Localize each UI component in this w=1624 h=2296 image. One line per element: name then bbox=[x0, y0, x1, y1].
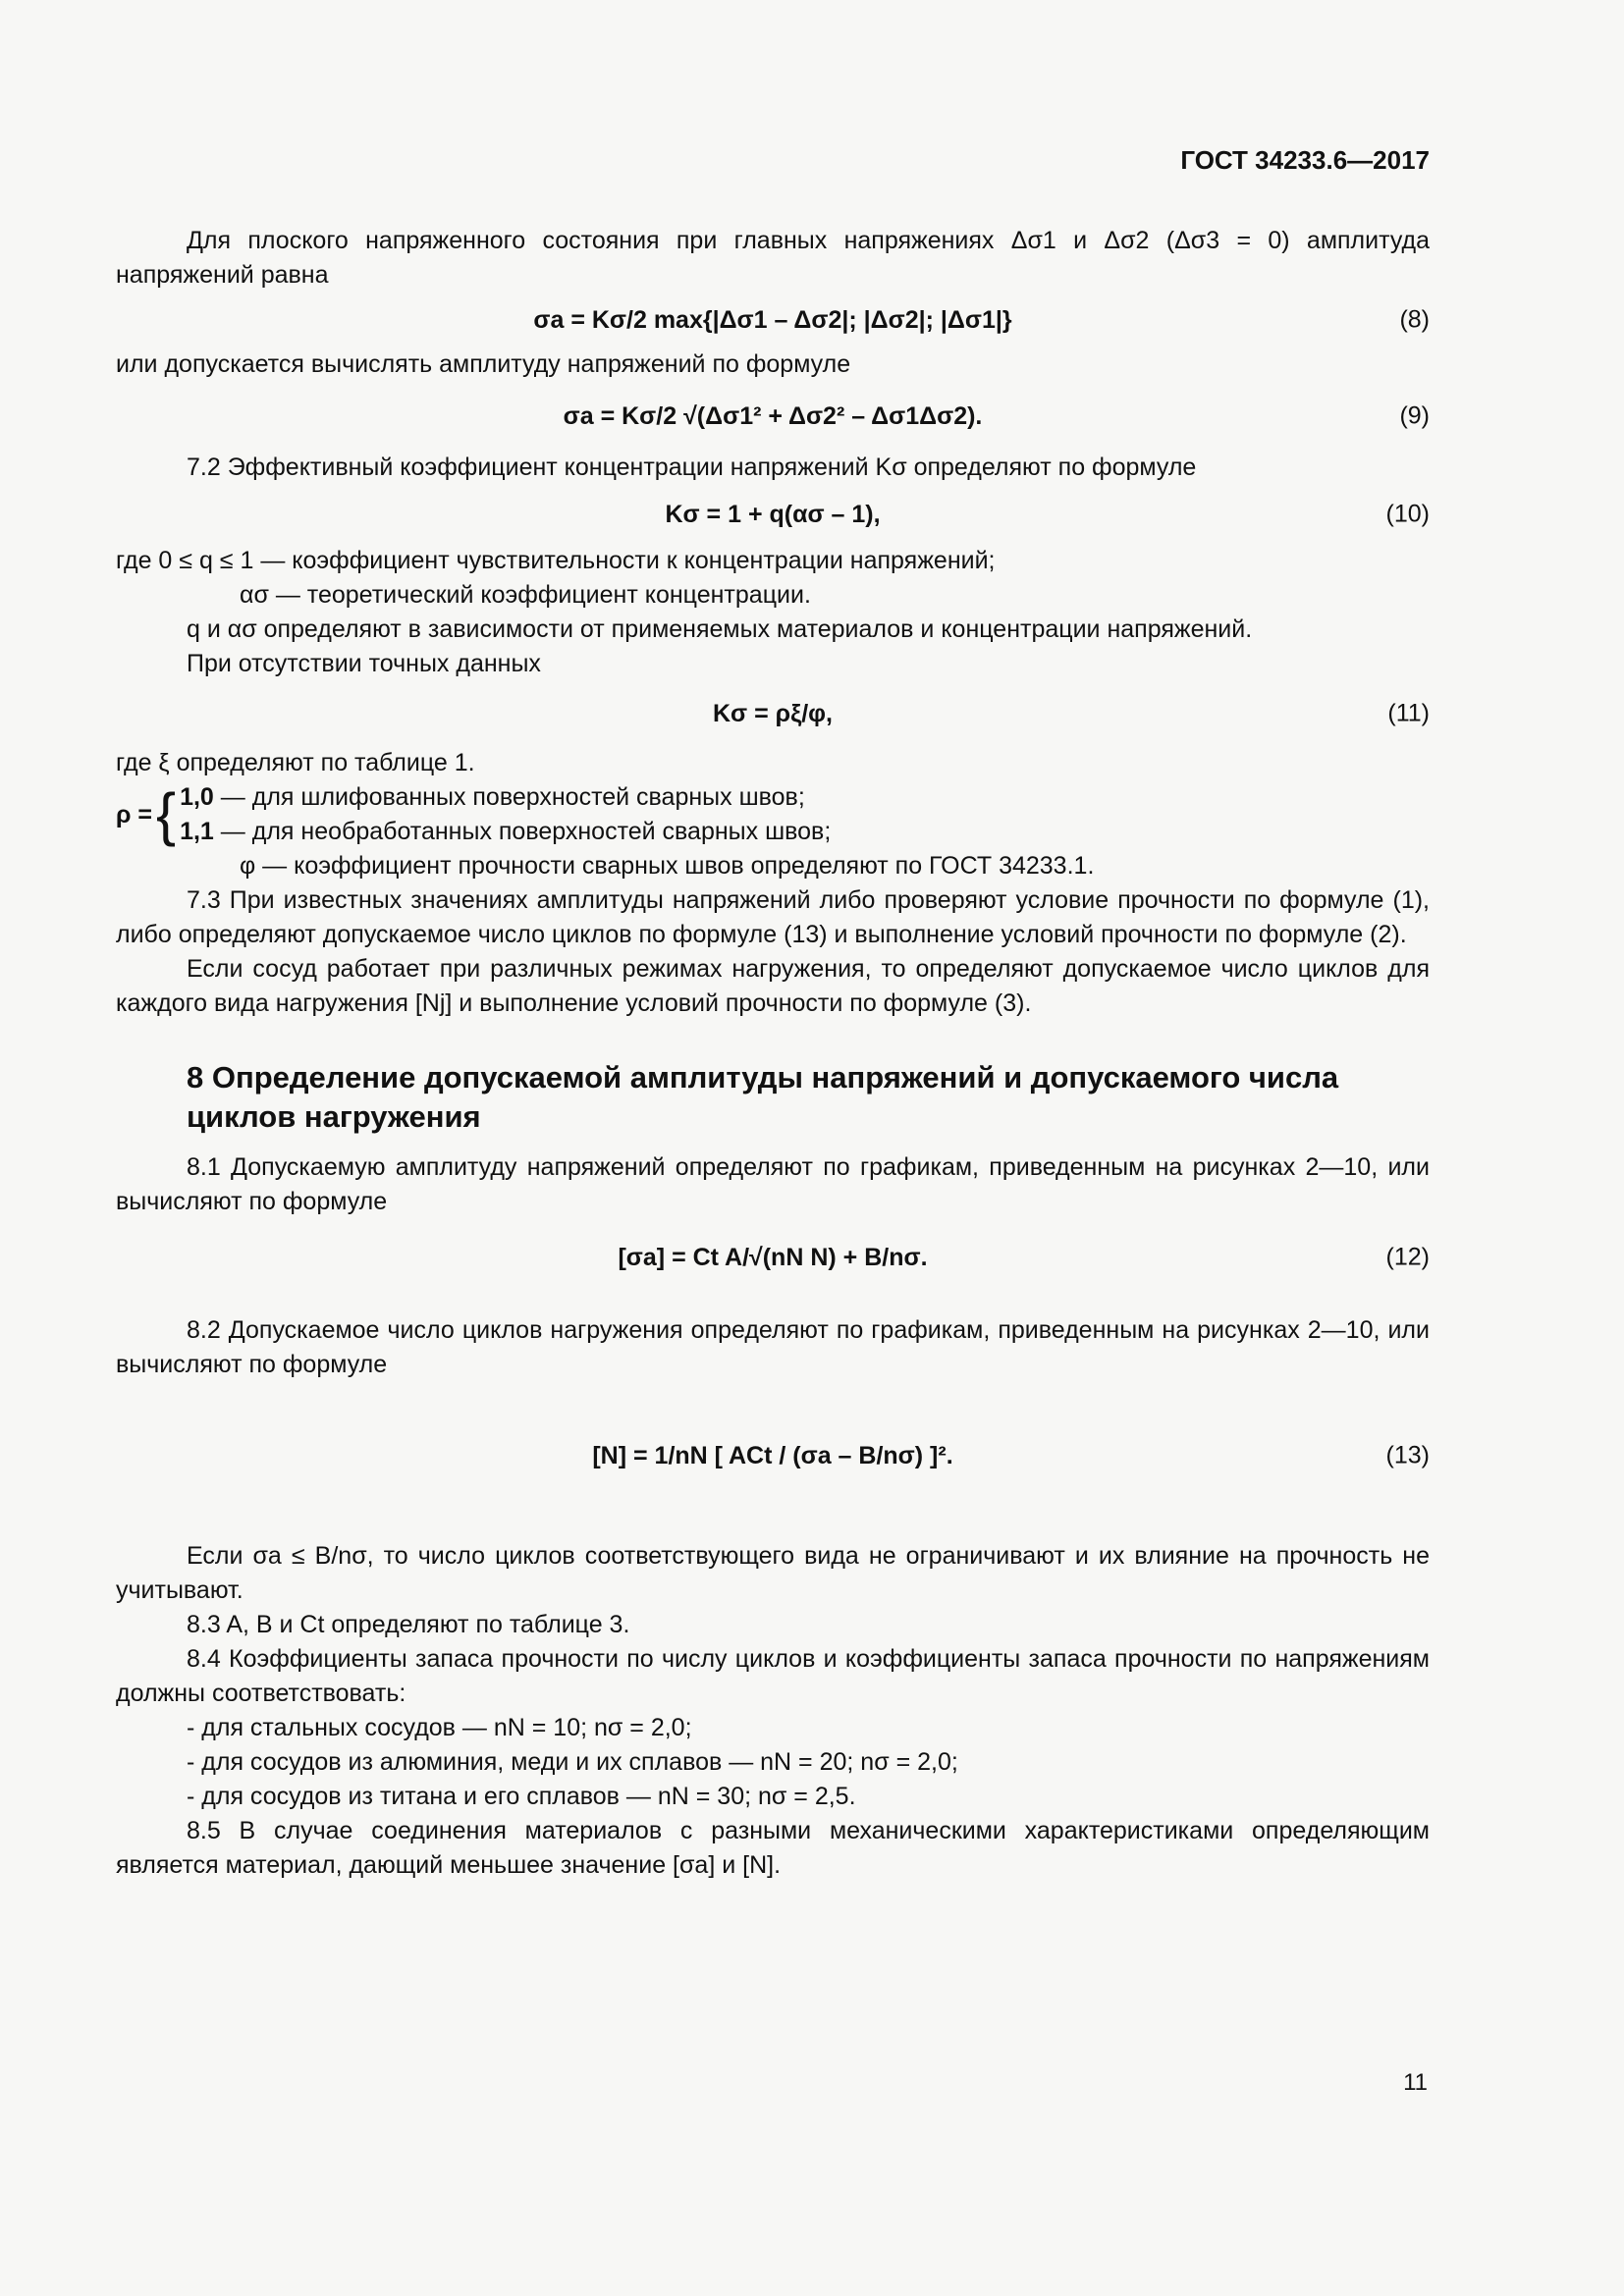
paragraph: 8.2 Допускаемое число циклов нагружения определяют по графикам, приведенным на рисунках 2—10, или вычисляют по формуле bbox=[116, 1316, 1430, 1378]
paragraph: q и ασ определяют в зависимости от применяемых материалов и концентрации напряжений. bbox=[187, 615, 1253, 643]
paragraph: 8.3 A, B и Ct определяют по таблице 3. bbox=[187, 1611, 630, 1638]
paragraph: Если сосуд работает при различных режимах нагружения, то определяют допускаемое число циклов для каждого вида нагружения [Nj] и выполнение условий прочности по формуле (3). bbox=[116, 955, 1430, 1017]
formula-8-expression: σa = Kσ/2 max{|Δσ1 – Δσ2|; |Δσ2|; |Δσ1|} bbox=[533, 305, 1012, 334]
formula-8 bbox=[116, 293, 1430, 347]
formula-9-number: (9) bbox=[1399, 401, 1430, 430]
rho-definition bbox=[116, 780, 1430, 849]
page-number: 11 bbox=[1403, 2069, 1428, 2096]
formula-10-expression: Kσ = 1 + q(ασ – 1), bbox=[665, 500, 881, 528]
rho-symbol: ρ = bbox=[116, 800, 153, 828]
formula-13 bbox=[116, 1382, 1430, 1529]
formula-10 bbox=[116, 485, 1430, 544]
rho-value: 1,1 bbox=[180, 818, 214, 845]
paragraph: φ — коэффициент прочности сварных швов определяют по ГОСТ 34233.1. bbox=[240, 852, 1095, 880]
paragraph: 7.2 Эффективный коэффициент концентрации напряжений Kσ определяют по формуле bbox=[187, 454, 1197, 481]
formula-11-number: (11) bbox=[1387, 699, 1430, 727]
rho-case bbox=[180, 780, 831, 815]
formula-12 bbox=[116, 1219, 1430, 1296]
formula-11 bbox=[116, 681, 1430, 746]
paragraph: ασ — теоретический коэффициент концентрации. bbox=[240, 581, 811, 609]
rho-case bbox=[180, 815, 831, 849]
formula-12-expression: [σa] = Ct A/√(nN N) + B/nσ. bbox=[618, 1243, 928, 1271]
formula-11-expression: Kσ = ρξ/φ, bbox=[712, 699, 834, 727]
paragraph: или допускается вычислять амплитуду напряжений по формуле bbox=[116, 350, 851, 378]
left-brace: { bbox=[156, 781, 177, 847]
document-body bbox=[116, 224, 1430, 1883]
formula-9-expression: σa = Kσ/2 √(Δσ1² + Δσ2² – Δσ1Δσ2). bbox=[563, 401, 983, 430]
formula-13-number: (13) bbox=[1385, 1441, 1430, 1469]
rho-value: 1,0 bbox=[180, 783, 214, 811]
formula-13-expression: [N] = 1/nN [ ACt / (σa – B/nσ) ]². bbox=[592, 1441, 953, 1469]
paragraph: 8.4 Коэффициенты запаса прочности по числу циклов и коэффициенты запаса прочности по напряжениям должны соответствовать: bbox=[116, 1645, 1430, 1707]
rho-text: — для необработанных поверхностей сварных швов; bbox=[220, 818, 832, 845]
rho-text: — для шлифованных поверхностей сварных швов; bbox=[220, 783, 805, 811]
formula-8-number: (8) bbox=[1399, 305, 1430, 334]
paragraph: где 0 ≤ q ≤ 1 — коэффициент чувствительности к концентрации напряжений; bbox=[116, 547, 996, 574]
standard-code-header: ГОСТ 34233.6—2017 bbox=[1180, 145, 1430, 175]
paragraph: При отсутствии точных данных bbox=[187, 650, 541, 677]
formula-9 bbox=[116, 382, 1430, 451]
list-item: - для сосудов из алюминия, меди и их сплавов — nN = 20; nσ = 2,0; bbox=[187, 1748, 958, 1776]
section-heading: 8 Определение допускаемой амплитуды напряжений и допускаемого числа циклов нагружения bbox=[187, 1060, 1339, 1134]
list-item: - для сосудов из титана и его сплавов — nN = 30; nσ = 2,5. bbox=[187, 1783, 856, 1810]
paragraph: 8.1 Допускаемую амплитуду напряжений определяют по графикам, приведенным на рисунках 2—10, или вычисляют по формуле bbox=[116, 1153, 1430, 1215]
paragraph: Для плоского напряженного состояния при главных напряжениях Δσ1 и Δσ2 (Δσ3 = 0) амплитуда напряжений равна bbox=[116, 227, 1430, 289]
rho-cases bbox=[180, 780, 831, 849]
paragraph: Если σa ≤ B/nσ, то число циклов соответствующего вида не ограничивают и их влияние на прочность не учитывают. bbox=[116, 1542, 1430, 1604]
paragraph: 8.5 В случае соединения материалов с разными механическими характеристиками определяющим является материал, дающий меньшее значение [σa] и [N]. bbox=[116, 1817, 1430, 1879]
formula-12-number: (12) bbox=[1385, 1243, 1430, 1271]
paragraph: где ξ определяют по таблице 1. bbox=[116, 749, 475, 776]
formula-10-number: (10) bbox=[1385, 500, 1430, 528]
paragraph: 7.3 При известных значениях амплитуды напряжений либо проверяют условие прочности по формуле (1), либо определяют допускаемое число циклов по формуле (13) и выполнение условий прочности по формуле (2). bbox=[116, 886, 1430, 948]
list-item: - для стальных сосудов — nN = 10; nσ = 2,0; bbox=[187, 1714, 692, 1741]
